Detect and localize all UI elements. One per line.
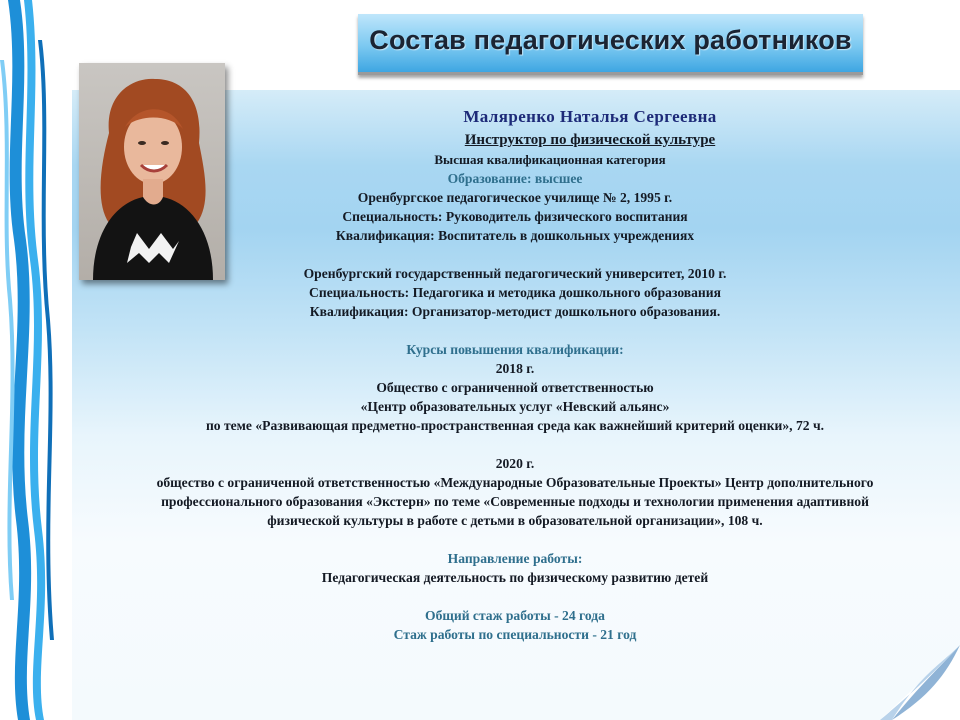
course2-line3: физической культуры в работе с детьми в образовательной организации», 108 ч. bbox=[267, 513, 763, 528]
decorative-ribbons bbox=[0, 0, 60, 720]
title-banner bbox=[358, 14, 863, 75]
spacer bbox=[80, 530, 950, 549]
school1-qualification: Квалификация: Воспитатель в дошкольных учреждениях bbox=[335, 228, 695, 243]
specialty-experience: Стаж работы по специальности - 21 год bbox=[393, 627, 637, 642]
spacer bbox=[80, 587, 950, 606]
courses-heading: Курсы повышения квалификации: bbox=[406, 342, 624, 357]
school1-specialty: Специальность: Руководитель физического воспитания bbox=[342, 209, 688, 224]
qualification-category: Высшая квалификационная категория bbox=[434, 152, 666, 167]
school2-institution: Оренбургский государственный педагогический университет, 2010 г. bbox=[303, 266, 727, 281]
school2-specialty: Специальность: Педагогика и методика дошкольного образования bbox=[309, 285, 721, 300]
total-experience: Общий стаж работы - 24 года bbox=[425, 608, 605, 623]
school2-qualification: Квалификация: Организатор-методист дошкольного образования. bbox=[309, 304, 721, 319]
slide-title: Состав педагогических работников bbox=[369, 25, 852, 55]
teacher-profile bbox=[80, 104, 950, 644]
course1-year: 2018 г. bbox=[495, 361, 535, 376]
course2-line2: профессионального образования «Экстерн» по теме «Современные подходы и технологии применения адаптивной bbox=[161, 494, 869, 509]
school1-institution: Оренбургское педагогическое училище № 2, 1995 г. bbox=[357, 190, 673, 205]
course2-year: 2020 г. bbox=[495, 456, 535, 471]
spacer bbox=[80, 321, 950, 340]
work-direction: Педагогическая деятельность по физическому развитию детей bbox=[321, 570, 709, 585]
course2-line1: общество с ограниченной ответственностью «Международные Образовательные Проекты» Центр дополнительного bbox=[156, 475, 874, 490]
page-curl-decoration bbox=[880, 645, 960, 720]
spacer bbox=[80, 435, 950, 454]
course1-topic: по теме «Развивающая предметно-пространственная среда как важнейший критерий оценки», 72 ч. bbox=[205, 418, 825, 433]
work-direction-heading: Направление работы: bbox=[447, 551, 583, 566]
teacher-position: Инструктор по физической культуре bbox=[464, 132, 716, 148]
teacher-name: Маляренко Наталья Сергеевна bbox=[463, 107, 717, 126]
spacer bbox=[80, 245, 950, 264]
education-heading: Образование: высшее bbox=[447, 171, 583, 186]
course1-org-line2: «Центр образовательных услуг «Невский альянс» bbox=[360, 399, 670, 414]
course1-org-line1: Общество с ограниченной ответственностью bbox=[376, 380, 654, 395]
